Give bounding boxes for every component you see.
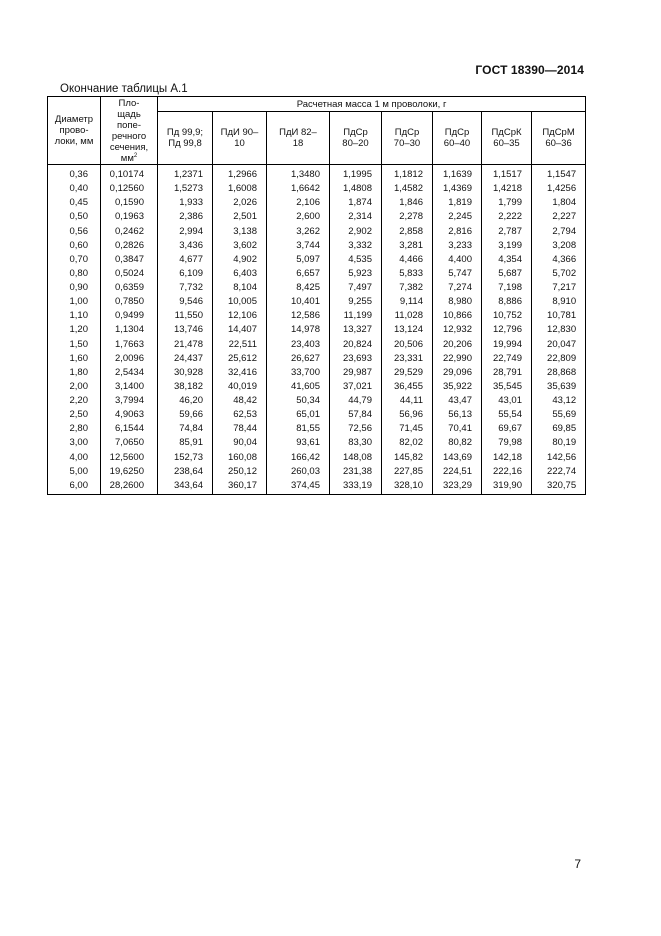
cell-mass: 56,96 xyxy=(382,408,433,422)
header-mass-group: Расчетная масса 1 м проволоки, г xyxy=(158,97,586,112)
cell-mass: 319,90 xyxy=(482,479,532,495)
cell-mass: 328,10 xyxy=(382,479,433,495)
cell-mass: 11,550 xyxy=(158,309,213,323)
cell-mass: 152,73 xyxy=(158,451,213,465)
cell-mass: 222,16 xyxy=(482,465,532,479)
cell-mass: 1,1547 xyxy=(532,165,586,183)
cell-mass: 333,19 xyxy=(330,479,382,495)
header-alloy xyxy=(482,112,532,165)
cell-mass: 6,109 xyxy=(158,267,213,281)
cell-mass: 2,278 xyxy=(382,210,433,224)
cell-area: 3,1400 xyxy=(101,380,158,394)
cell-mass: 2,227 xyxy=(532,210,586,224)
cell-mass: 231,38 xyxy=(330,465,382,479)
cell-diameter: 0,56 xyxy=(48,225,101,239)
cell-mass: 1,6642 xyxy=(267,182,330,196)
cell-mass: 29,529 xyxy=(382,366,433,380)
cell-mass: 142,18 xyxy=(482,451,532,465)
cell-mass: 142,56 xyxy=(532,451,586,465)
cell-mass: 14,407 xyxy=(213,323,267,337)
cell-mass: 2,386 xyxy=(158,210,213,224)
cell-mass: 148,08 xyxy=(330,451,382,465)
cell-area: 1,7663 xyxy=(101,338,158,352)
table-row xyxy=(48,366,586,380)
header-diameter-text: Диаметр прово-локи, мм xyxy=(54,114,94,147)
cell-mass: 38,182 xyxy=(158,380,213,394)
cell-diameter: 1,00 xyxy=(48,295,101,309)
cell-mass: 70,41 xyxy=(433,422,482,436)
table-row xyxy=(48,281,586,295)
table-row xyxy=(48,408,586,422)
cell-diameter: 0,50 xyxy=(48,210,101,224)
cell-mass: 1,4369 xyxy=(433,182,482,196)
header-diameter xyxy=(48,97,101,165)
table-row xyxy=(48,451,586,465)
cell-mass: 1,933 xyxy=(158,196,213,210)
cell-mass: 1,4808 xyxy=(330,182,382,196)
cell-mass: 4,400 xyxy=(433,253,482,267)
cell-diameter: 0,45 xyxy=(48,196,101,210)
header-alloy-label: ПдСр 80–20 xyxy=(342,127,369,149)
cell-mass: 79,98 xyxy=(482,436,532,450)
cell-mass: 374,45 xyxy=(267,479,330,495)
wire-mass-table xyxy=(47,96,586,495)
cell-mass: 28,791 xyxy=(482,366,532,380)
cell-mass: 1,4582 xyxy=(382,182,433,196)
header-alloy-label: ПдСрМ 60–36 xyxy=(542,127,575,149)
cell-diameter: 2,00 xyxy=(48,380,101,394)
cell-mass: 30,928 xyxy=(158,366,213,380)
cell-area: 3,7994 xyxy=(101,394,158,408)
table-row xyxy=(48,267,586,281)
cell-mass: 22,511 xyxy=(213,338,267,352)
cell-area: 4,9063 xyxy=(101,408,158,422)
cell-mass: 7,732 xyxy=(158,281,213,295)
cell-mass: 6,657 xyxy=(267,267,330,281)
cell-mass: 3,208 xyxy=(532,239,586,253)
cell-mass: 2,994 xyxy=(158,225,213,239)
cell-mass: 10,866 xyxy=(433,309,482,323)
cell-mass: 23,403 xyxy=(267,338,330,352)
cell-mass: 20,206 xyxy=(433,338,482,352)
cell-diameter: 0,36 xyxy=(48,165,101,183)
cell-mass: 2,794 xyxy=(532,225,586,239)
cell-diameter: 1,50 xyxy=(48,338,101,352)
document-code: ГОСТ 18390—2014 xyxy=(475,63,584,77)
table-row xyxy=(48,182,586,196)
cell-mass: 250,12 xyxy=(213,465,267,479)
header-alloy-label: ПдСр 60–40 xyxy=(443,127,471,149)
cell-mass: 12,796 xyxy=(482,323,532,337)
cell-mass: 2,902 xyxy=(330,225,382,239)
cell-mass: 238,64 xyxy=(158,465,213,479)
cell-area: 0,1963 xyxy=(101,210,158,224)
table-body xyxy=(48,165,586,495)
header-alloy xyxy=(267,112,330,165)
header-area-sup: 2 xyxy=(133,152,138,159)
table-row xyxy=(48,436,586,450)
cell-mass: 2,222 xyxy=(482,210,532,224)
cell-mass: 12,932 xyxy=(433,323,482,337)
table-row xyxy=(48,309,586,323)
header-alloy xyxy=(330,112,382,165)
cell-mass: 43,47 xyxy=(433,394,482,408)
cell-diameter: 5,00 xyxy=(48,465,101,479)
cell-mass: 13,746 xyxy=(158,323,213,337)
cell-mass: 1,6008 xyxy=(213,182,267,196)
table-row xyxy=(48,338,586,352)
cell-mass: 22,809 xyxy=(532,352,586,366)
cell-diameter: 4,00 xyxy=(48,451,101,465)
cell-mass: 8,980 xyxy=(433,295,482,309)
cell-diameter: 0,80 xyxy=(48,267,101,281)
cell-mass: 3,233 xyxy=(433,239,482,253)
table-row xyxy=(48,422,586,436)
cell-mass: 12,830 xyxy=(532,323,586,337)
cell-mass: 1,2371 xyxy=(158,165,213,183)
header-area-text xyxy=(109,98,149,164)
cell-mass: 82,02 xyxy=(382,436,433,450)
cell-mass: 1,1639 xyxy=(433,165,482,183)
cell-mass: 23,331 xyxy=(382,352,433,366)
table-row xyxy=(48,295,586,309)
cell-mass: 90,04 xyxy=(213,436,267,450)
cell-mass: 343,64 xyxy=(158,479,213,495)
cell-area: 0,3847 xyxy=(101,253,158,267)
cell-mass: 10,752 xyxy=(482,309,532,323)
cell-diameter: 0,70 xyxy=(48,253,101,267)
header-alloy-label: Пд 99,9; Пд 99,8 xyxy=(166,127,204,149)
cell-mass: 7,497 xyxy=(330,281,382,295)
cell-mass: 81,55 xyxy=(267,422,330,436)
table-row xyxy=(48,323,586,337)
cell-mass: 5,687 xyxy=(482,267,532,281)
cell-area: 19,6250 xyxy=(101,465,158,479)
cell-mass: 19,994 xyxy=(482,338,532,352)
cell-diameter: 0,90 xyxy=(48,281,101,295)
cell-diameter: 1,10 xyxy=(48,309,101,323)
cell-mass: 320,75 xyxy=(532,479,586,495)
cell-mass: 71,45 xyxy=(382,422,433,436)
cell-mass: 10,401 xyxy=(267,295,330,309)
cell-mass: 2,858 xyxy=(382,225,433,239)
cell-diameter: 6,00 xyxy=(48,479,101,495)
cell-mass: 13,124 xyxy=(382,323,433,337)
cell-mass: 5,702 xyxy=(532,267,586,281)
header-area-label: Пло-щадь попе-речного сечения, мм xyxy=(109,97,149,164)
cell-mass: 32,416 xyxy=(213,366,267,380)
cell-diameter: 1,20 xyxy=(48,323,101,337)
cell-mass: 166,42 xyxy=(267,451,330,465)
cell-mass: 74,84 xyxy=(158,422,213,436)
cell-mass: 69,67 xyxy=(482,422,532,436)
header-alloy-label: ПдИ 90–10 xyxy=(220,127,259,149)
cell-mass: 35,639 xyxy=(532,380,586,394)
cell-mass: 50,34 xyxy=(267,394,330,408)
cell-mass: 20,824 xyxy=(330,338,382,352)
cell-mass: 1,1517 xyxy=(482,165,532,183)
cell-mass: 65,01 xyxy=(267,408,330,422)
cell-mass: 2,245 xyxy=(433,210,482,224)
cell-mass: 1,4256 xyxy=(532,182,586,196)
cell-mass: 22,990 xyxy=(433,352,482,366)
cell-mass: 7,217 xyxy=(532,281,586,295)
cell-mass: 10,781 xyxy=(532,309,586,323)
cell-mass: 22,749 xyxy=(482,352,532,366)
cell-diameter: 3,00 xyxy=(48,436,101,450)
cell-diameter: 1,80 xyxy=(48,366,101,380)
table-row xyxy=(48,253,586,267)
cell-mass: 28,868 xyxy=(532,366,586,380)
table-row xyxy=(48,225,586,239)
cell-diameter: 2,50 xyxy=(48,408,101,422)
cell-area: 0,2462 xyxy=(101,225,158,239)
table-caption: Окончание таблицы А.1 xyxy=(60,83,188,95)
header-area xyxy=(101,97,158,165)
cell-mass: 2,787 xyxy=(482,225,532,239)
cell-mass: 143,69 xyxy=(433,451,482,465)
cell-mass: 1,4218 xyxy=(482,182,532,196)
cell-mass: 43,01 xyxy=(482,394,532,408)
header-alloy xyxy=(158,112,213,165)
cell-mass: 360,17 xyxy=(213,479,267,495)
header-alloy xyxy=(213,112,267,165)
cell-mass: 24,437 xyxy=(158,352,213,366)
cell-mass: 72,56 xyxy=(330,422,382,436)
cell-mass: 7,274 xyxy=(433,281,482,295)
cell-mass: 4,366 xyxy=(532,253,586,267)
cell-mass: 160,08 xyxy=(213,451,267,465)
cell-mass: 8,104 xyxy=(213,281,267,295)
cell-mass: 4,902 xyxy=(213,253,267,267)
cell-mass: 3,199 xyxy=(482,239,532,253)
cell-area: 0,5024 xyxy=(101,267,158,281)
cell-mass: 44,11 xyxy=(382,394,433,408)
cell-mass: 29,096 xyxy=(433,366,482,380)
cell-mass: 7,198 xyxy=(482,281,532,295)
cell-mass: 3,602 xyxy=(213,239,267,253)
cell-mass: 3,281 xyxy=(382,239,433,253)
cell-mass: 44,79 xyxy=(330,394,382,408)
cell-mass: 1,819 xyxy=(433,196,482,210)
cell-mass: 2,106 xyxy=(267,196,330,210)
table-row xyxy=(48,479,586,495)
cell-mass: 11,028 xyxy=(382,309,433,323)
cell-mass: 5,097 xyxy=(267,253,330,267)
table-row xyxy=(48,394,586,408)
cell-area: 6,1544 xyxy=(101,422,158,436)
cell-mass: 14,978 xyxy=(267,323,330,337)
cell-mass: 85,91 xyxy=(158,436,213,450)
cell-mass: 224,51 xyxy=(433,465,482,479)
cell-mass: 20,047 xyxy=(532,338,586,352)
table-row xyxy=(48,239,586,253)
header-alloy xyxy=(382,112,433,165)
cell-mass: 1,804 xyxy=(532,196,586,210)
table-row xyxy=(48,380,586,394)
cell-mass: 3,744 xyxy=(267,239,330,253)
cell-mass: 55,54 xyxy=(482,408,532,422)
cell-mass: 41,605 xyxy=(267,380,330,394)
cell-mass: 9,255 xyxy=(330,295,382,309)
header-alloy-label: ПдСр 70–30 xyxy=(393,127,421,149)
cell-mass: 40,019 xyxy=(213,380,267,394)
cell-mass: 57,84 xyxy=(330,408,382,422)
cell-mass: 8,425 xyxy=(267,281,330,295)
cell-diameter: 1,60 xyxy=(48,352,101,366)
cell-mass: 1,3480 xyxy=(267,165,330,183)
cell-mass: 323,29 xyxy=(433,479,482,495)
cell-mass: 10,005 xyxy=(213,295,267,309)
cell-mass: 36,455 xyxy=(382,380,433,394)
header-alloy-label: ПдИ 82–18 xyxy=(279,127,317,149)
cell-mass: 21,478 xyxy=(158,338,213,352)
cell-mass: 4,535 xyxy=(330,253,382,267)
cell-mass: 9,546 xyxy=(158,295,213,309)
cell-area: 12,5600 xyxy=(101,451,158,465)
cell-area: 7,0650 xyxy=(101,436,158,450)
cell-area: 0,12560 xyxy=(101,182,158,196)
cell-mass: 1,5273 xyxy=(158,182,213,196)
cell-mass: 46,20 xyxy=(158,394,213,408)
table-row xyxy=(48,196,586,210)
table-row xyxy=(48,210,586,224)
header-alloy-label: ПдСрК 60–35 xyxy=(491,127,522,149)
cell-mass: 62,53 xyxy=(213,408,267,422)
cell-mass: 3,262 xyxy=(267,225,330,239)
cell-mass: 35,922 xyxy=(433,380,482,394)
table-row xyxy=(48,465,586,479)
cell-mass: 12,106 xyxy=(213,309,267,323)
cell-mass: 1,2966 xyxy=(213,165,267,183)
cell-mass: 80,19 xyxy=(532,436,586,450)
cell-mass: 3,436 xyxy=(158,239,213,253)
page-number: 7 xyxy=(574,857,581,871)
cell-diameter: 2,80 xyxy=(48,422,101,436)
cell-mass: 9,114 xyxy=(382,295,433,309)
cell-mass: 3,138 xyxy=(213,225,267,239)
cell-mass: 2,314 xyxy=(330,210,382,224)
cell-mass: 227,85 xyxy=(382,465,433,479)
cell-area: 0,1590 xyxy=(101,196,158,210)
cell-mass: 6,403 xyxy=(213,267,267,281)
cell-mass: 5,833 xyxy=(382,267,433,281)
cell-mass: 13,327 xyxy=(330,323,382,337)
cell-mass: 260,03 xyxy=(267,465,330,479)
cell-area: 2,0096 xyxy=(101,352,158,366)
cell-mass: 5,747 xyxy=(433,267,482,281)
cell-mass: 78,44 xyxy=(213,422,267,436)
cell-diameter: 0,60 xyxy=(48,239,101,253)
cell-mass: 2,026 xyxy=(213,196,267,210)
cell-mass: 69,85 xyxy=(532,422,586,436)
cell-mass: 11,199 xyxy=(330,309,382,323)
cell-mass: 23,693 xyxy=(330,352,382,366)
cell-area: 0,2826 xyxy=(101,239,158,253)
cell-area: 0,7850 xyxy=(101,295,158,309)
cell-mass: 80,82 xyxy=(433,436,482,450)
cell-mass: 1,846 xyxy=(382,196,433,210)
cell-mass: 1,874 xyxy=(330,196,382,210)
cell-mass: 222,74 xyxy=(532,465,586,479)
cell-mass: 8,910 xyxy=(532,295,586,309)
cell-mass: 37,021 xyxy=(330,380,382,394)
cell-area: 1,1304 xyxy=(101,323,158,337)
cell-mass: 56,13 xyxy=(433,408,482,422)
cell-mass: 1,1995 xyxy=(330,165,382,183)
cell-mass: 5,923 xyxy=(330,267,382,281)
cell-mass: 1,799 xyxy=(482,196,532,210)
header-alloy xyxy=(433,112,482,165)
cell-mass: 33,700 xyxy=(267,366,330,380)
cell-mass: 55,69 xyxy=(532,408,586,422)
cell-mass: 43,12 xyxy=(532,394,586,408)
cell-mass: 26,627 xyxy=(267,352,330,366)
cell-diameter: 0,40 xyxy=(48,182,101,196)
cell-mass: 93,61 xyxy=(267,436,330,450)
table-row xyxy=(48,352,586,366)
cell-mass: 20,506 xyxy=(382,338,433,352)
cell-mass: 8,886 xyxy=(482,295,532,309)
cell-mass: 4,354 xyxy=(482,253,532,267)
cell-mass: 7,382 xyxy=(382,281,433,295)
cell-area: 2,5434 xyxy=(101,366,158,380)
cell-mass: 1,1812 xyxy=(382,165,433,183)
cell-area: 0,9499 xyxy=(101,309,158,323)
cell-mass: 83,30 xyxy=(330,436,382,450)
header-alloy xyxy=(532,112,586,165)
table-row xyxy=(48,165,586,183)
cell-mass: 29,987 xyxy=(330,366,382,380)
cell-area: 0,6359 xyxy=(101,281,158,295)
cell-diameter: 2,20 xyxy=(48,394,101,408)
cell-mass: 59,66 xyxy=(158,408,213,422)
cell-mass: 145,82 xyxy=(382,451,433,465)
cell-mass: 4,466 xyxy=(382,253,433,267)
cell-mass: 48,42 xyxy=(213,394,267,408)
cell-mass: 2,501 xyxy=(213,210,267,224)
cell-mass: 35,545 xyxy=(482,380,532,394)
cell-mass: 25,612 xyxy=(213,352,267,366)
cell-area: 0,10174 xyxy=(101,165,158,183)
cell-mass: 3,332 xyxy=(330,239,382,253)
cell-mass: 12,586 xyxy=(267,309,330,323)
cell-mass: 2,816 xyxy=(433,225,482,239)
cell-mass: 4,677 xyxy=(158,253,213,267)
cell-area: 28,2600 xyxy=(101,479,158,495)
cell-mass: 2,600 xyxy=(267,210,330,224)
